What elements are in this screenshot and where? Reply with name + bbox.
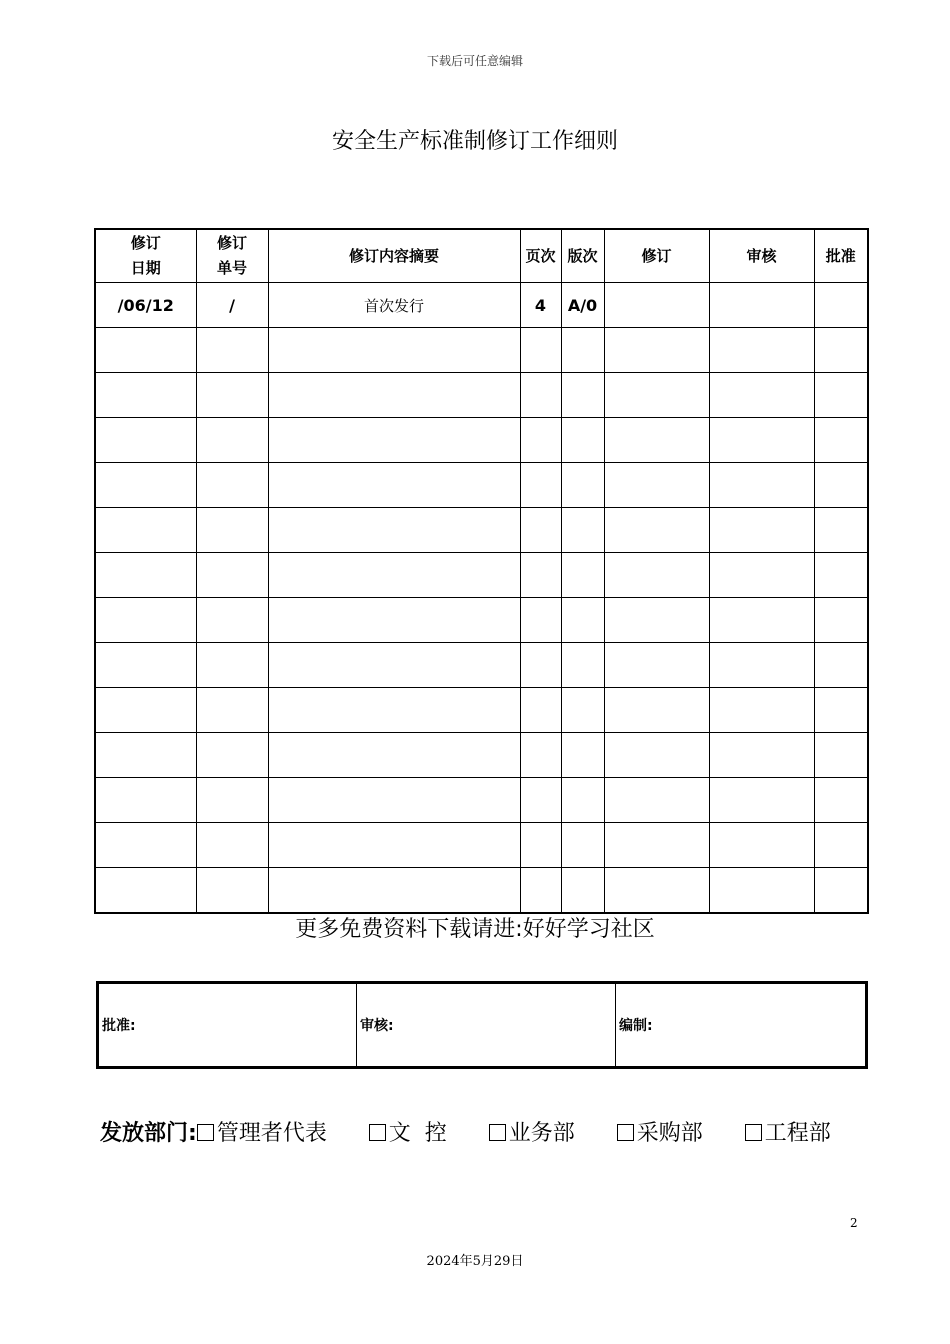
- cell-pages[interactable]: [520, 553, 561, 598]
- cell-revised-by[interactable]: [604, 418, 709, 463]
- cell-order[interactable]: [196, 733, 268, 778]
- cell-approved-by[interactable]: [814, 868, 868, 914]
- cell-order[interactable]: [196, 553, 268, 598]
- cell-version[interactable]: [561, 733, 604, 778]
- cell-version[interactable]: [561, 328, 604, 373]
- cell-revised-by[interactable]: [604, 508, 709, 553]
- cell-order[interactable]: [196, 463, 268, 508]
- checkbox-icon[interactable]: [489, 1124, 506, 1141]
- cell-date[interactable]: [95, 553, 196, 598]
- cell-date[interactable]: [95, 688, 196, 733]
- cell-revised-by[interactable]: [604, 598, 709, 643]
- cell-revised-by[interactable]: [604, 328, 709, 373]
- cell-version[interactable]: [561, 688, 604, 733]
- cell-approved-by[interactable]: [814, 778, 868, 823]
- table-row: [95, 463, 868, 508]
- header-approved-by: 批准: [814, 229, 868, 283]
- cell-reviewed-by[interactable]: [709, 373, 814, 418]
- cell-date[interactable]: [95, 733, 196, 778]
- cell-order[interactable]: [196, 868, 268, 914]
- cell-order[interactable]: [196, 598, 268, 643]
- cell-version[interactable]: [561, 553, 604, 598]
- cell-order[interactable]: [196, 508, 268, 553]
- cell-approved-by[interactable]: [814, 688, 868, 733]
- cell-order[interactable]: [196, 688, 268, 733]
- cell-date[interactable]: [95, 643, 196, 688]
- cell-reviewed-by[interactable]: [709, 508, 814, 553]
- cell-date[interactable]: [95, 508, 196, 553]
- header-text: 修订: [216, 234, 247, 252]
- prepare-field[interactable]: 编制:: [616, 983, 867, 1068]
- cell-revised-by[interactable]: [604, 463, 709, 508]
- cell-revised-by[interactable]: [604, 868, 709, 914]
- review-field[interactable]: 审核:: [357, 983, 616, 1068]
- signoff-row: [98, 983, 867, 1068]
- cell-pages[interactable]: [520, 418, 561, 463]
- distribution-section: [100, 1114, 870, 1154]
- cell-approved-by[interactable]: [814, 283, 868, 328]
- cell-reviewed-by[interactable]: [709, 553, 814, 598]
- cell-summary[interactable]: [268, 598, 520, 643]
- cell-approved-by[interactable]: [814, 328, 868, 373]
- cell-summary[interactable]: 首次发行: [268, 283, 520, 328]
- table-row: [95, 868, 868, 914]
- cell-summary[interactable]: [268, 463, 520, 508]
- cell-approved-by[interactable]: [814, 598, 868, 643]
- cell-revised-by[interactable]: [604, 733, 709, 778]
- cell-summary[interactable]: [268, 328, 520, 373]
- header-revision-date: [95, 229, 196, 283]
- document-title: 安全生产标准制修订工作细则: [331, 129, 618, 154]
- cell-order[interactable]: [196, 418, 268, 463]
- cell-pages[interactable]: [520, 823, 561, 868]
- table-row: [95, 418, 868, 463]
- table-row: [95, 823, 868, 868]
- cell-date[interactable]: [95, 328, 196, 373]
- cell-reviewed-by[interactable]: [709, 688, 814, 733]
- checkbox-icon[interactable]: [745, 1124, 762, 1141]
- cell-pages[interactable]: [520, 373, 561, 418]
- cell-summary[interactable]: [268, 823, 520, 868]
- header-text: 日期: [130, 259, 161, 277]
- table-row: [95, 508, 868, 553]
- cell-reviewed-by[interactable]: [709, 328, 814, 373]
- cell-version[interactable]: [561, 868, 604, 914]
- cell-pages[interactable]: [520, 778, 561, 823]
- cell-approved-by[interactable]: [814, 418, 868, 463]
- cell-reviewed-by[interactable]: [709, 463, 814, 508]
- header-text: 单号: [216, 259, 247, 277]
- table-row: [95, 643, 868, 688]
- header-version: 版次: [561, 229, 604, 283]
- distribution-option-label: 业务部: [508, 1121, 575, 1146]
- cell-summary[interactable]: [268, 733, 520, 778]
- option-spacer: [327, 1121, 369, 1146]
- cell-pages[interactable]: 4: [520, 283, 561, 328]
- cell-summary[interactable]: [268, 418, 520, 463]
- page-number: 2: [850, 1216, 858, 1230]
- distribution-option-label: 工程部: [764, 1121, 831, 1146]
- header-pages: 页次: [520, 229, 561, 283]
- cell-revised-by[interactable]: [604, 823, 709, 868]
- cell-order[interactable]: [196, 778, 268, 823]
- cell-reviewed-by[interactable]: [709, 733, 814, 778]
- approve-field[interactable]: 批准:: [98, 983, 357, 1068]
- cell-version[interactable]: [561, 643, 604, 688]
- header-revised-by: 修订: [604, 229, 709, 283]
- cell-pages[interactable]: [520, 643, 561, 688]
- distribution-option-label: 管理者代表: [216, 1121, 327, 1146]
- checkbox-icon[interactable]: [197, 1124, 214, 1141]
- cell-revised-by[interactable]: [604, 373, 709, 418]
- cell-summary[interactable]: [268, 508, 520, 553]
- cell-approved-by[interactable]: [814, 733, 868, 778]
- cell-approved-by[interactable]: [814, 823, 868, 868]
- cell-revised-by[interactable]: [604, 778, 709, 823]
- cell-revised-by[interactable]: [604, 553, 709, 598]
- option-spacer: [703, 1121, 745, 1146]
- header-summary: 修订内容摘要: [268, 229, 520, 283]
- cell-version[interactable]: [561, 508, 604, 553]
- distribution-label: 发放部门:: [100, 1121, 197, 1146]
- table-row: [95, 688, 868, 733]
- footer-date: 2024年5月29日: [426, 1254, 524, 1269]
- cell-pages[interactable]: [520, 733, 561, 778]
- cell-date[interactable]: [95, 598, 196, 643]
- cell-date[interactable]: [95, 868, 196, 914]
- cell-order[interactable]: [196, 328, 268, 373]
- cell-reviewed-by[interactable]: [709, 868, 814, 914]
- revision-table-body: [95, 283, 868, 914]
- checkbox-icon[interactable]: [369, 1124, 386, 1141]
- cell-pages[interactable]: [520, 328, 561, 373]
- cell-date[interactable]: [95, 823, 196, 868]
- table-row: [95, 553, 868, 598]
- distribution-options: [197, 1121, 831, 1146]
- cell-version[interactable]: [561, 463, 604, 508]
- checkbox-icon[interactable]: [617, 1124, 634, 1141]
- cell-version[interactable]: A/0: [561, 283, 604, 328]
- cell-reviewed-by[interactable]: [709, 643, 814, 688]
- cell-reviewed-by[interactable]: [709, 418, 814, 463]
- cell-approved-by[interactable]: [814, 643, 868, 688]
- cell-version[interactable]: [561, 418, 604, 463]
- cell-approved-by[interactable]: [814, 373, 868, 418]
- header-reviewed-by: 审核: [709, 229, 814, 283]
- promo-text: 更多免费资料下载请进:好好学习社区: [295, 917, 655, 942]
- cell-pages[interactable]: [520, 868, 561, 914]
- cell-summary[interactable]: [268, 553, 520, 598]
- table-row: [95, 283, 868, 328]
- distribution-option-label: 文 控: [388, 1121, 447, 1146]
- revision-table: [94, 228, 869, 914]
- distribution-option-label: 采购部: [636, 1121, 703, 1146]
- cell-date[interactable]: /06/12: [95, 283, 196, 328]
- cell-pages[interactable]: [520, 508, 561, 553]
- header-revision-order: [196, 229, 268, 283]
- cell-order[interactable]: [196, 823, 268, 868]
- option-spacer: [575, 1121, 617, 1146]
- cell-version[interactable]: [561, 598, 604, 643]
- cell-approved-by[interactable]: [814, 508, 868, 553]
- cell-summary[interactable]: [268, 688, 520, 733]
- table-row: [95, 328, 868, 373]
- cell-date[interactable]: [95, 418, 196, 463]
- cell-reviewed-by[interactable]: [709, 283, 814, 328]
- cell-reviewed-by[interactable]: [709, 598, 814, 643]
- table-row: [95, 598, 868, 643]
- cell-reviewed-by[interactable]: [709, 778, 814, 823]
- table-header-row: [95, 229, 868, 283]
- header-text: 修订: [130, 234, 161, 252]
- cell-version[interactable]: [561, 373, 604, 418]
- cell-revised-by[interactable]: [604, 688, 709, 733]
- cell-revised-by[interactable]: [604, 283, 709, 328]
- cell-date[interactable]: [95, 778, 196, 823]
- table-row: [95, 373, 868, 418]
- cell-pages[interactable]: [520, 463, 561, 508]
- cell-summary[interactable]: [268, 868, 520, 914]
- header-note: 下载后可任意编辑: [426, 54, 523, 68]
- cell-order[interactable]: [196, 643, 268, 688]
- cell-date[interactable]: [95, 463, 196, 508]
- cell-date[interactable]: [95, 373, 196, 418]
- table-row: [95, 778, 868, 823]
- option-spacer: [447, 1121, 489, 1146]
- cell-revised-by[interactable]: [604, 643, 709, 688]
- cell-approved-by[interactable]: [814, 463, 868, 508]
- cell-approved-by[interactable]: [814, 553, 868, 598]
- cell-version[interactable]: [561, 823, 604, 868]
- cell-order[interactable]: /: [196, 283, 268, 328]
- cell-summary[interactable]: [268, 778, 520, 823]
- cell-reviewed-by[interactable]: [709, 823, 814, 868]
- cell-pages[interactable]: [520, 598, 561, 643]
- cell-pages[interactable]: [520, 688, 561, 733]
- cell-version[interactable]: [561, 778, 604, 823]
- cell-order[interactable]: [196, 373, 268, 418]
- cell-summary[interactable]: [268, 643, 520, 688]
- signoff-table: [96, 981, 868, 1069]
- cell-summary[interactable]: [268, 373, 520, 418]
- table-row: [95, 733, 868, 778]
